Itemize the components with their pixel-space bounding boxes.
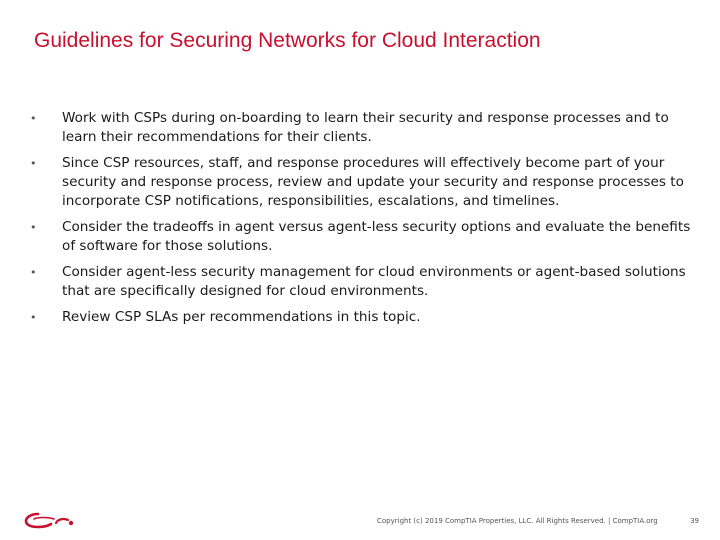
page-number: 39	[690, 517, 699, 525]
bullet-text: Consider agent-less security management for cloud environments or agent-based solutions that are specifically designed for cloud environments.	[62, 264, 686, 299]
bullet-item	[30, 308, 695, 327]
bullet-text: Review CSP SLAs per recommendations in this topic.	[62, 309, 421, 325]
bullet-text: Work with CSPs during on-boarding to learn their security and response processes and to learn their recommendations for their clients.	[62, 110, 669, 145]
bullet-dot-icon: •	[30, 266, 37, 279]
bullet-dot-icon: •	[30, 311, 37, 324]
bullet-dot-icon: •	[30, 221, 37, 234]
slide-title: Guidelines for Securing Networks for Cloud Interaction	[34, 29, 541, 52]
bullet-dot-icon: •	[30, 112, 37, 125]
bullet-text: Since CSP resources, staff, and response procedures will effectively become part of your security and response process, review and update your security and response processes to incorporate CSP notifications, responsibilities, escalations, and timelines.	[62, 155, 684, 209]
bullet-item	[30, 218, 695, 256]
bullet-list	[30, 109, 695, 334]
comptia-logo-icon	[24, 508, 76, 532]
copyright-text: Copyright (c) 2019 CompTIA Properties, LLC. All Rights Reserved. | CompTIA.org	[377, 517, 658, 525]
bullet-item	[30, 109, 695, 147]
bullet-dot-icon: •	[30, 157, 37, 170]
bullet-item	[30, 263, 695, 301]
slide-footer	[0, 500, 720, 540]
bullet-item	[30, 154, 695, 211]
bullet-text: Consider the tradeoffs in agent versus agent-less security options and evaluate the benefits of software for those solutions.	[62, 219, 691, 254]
